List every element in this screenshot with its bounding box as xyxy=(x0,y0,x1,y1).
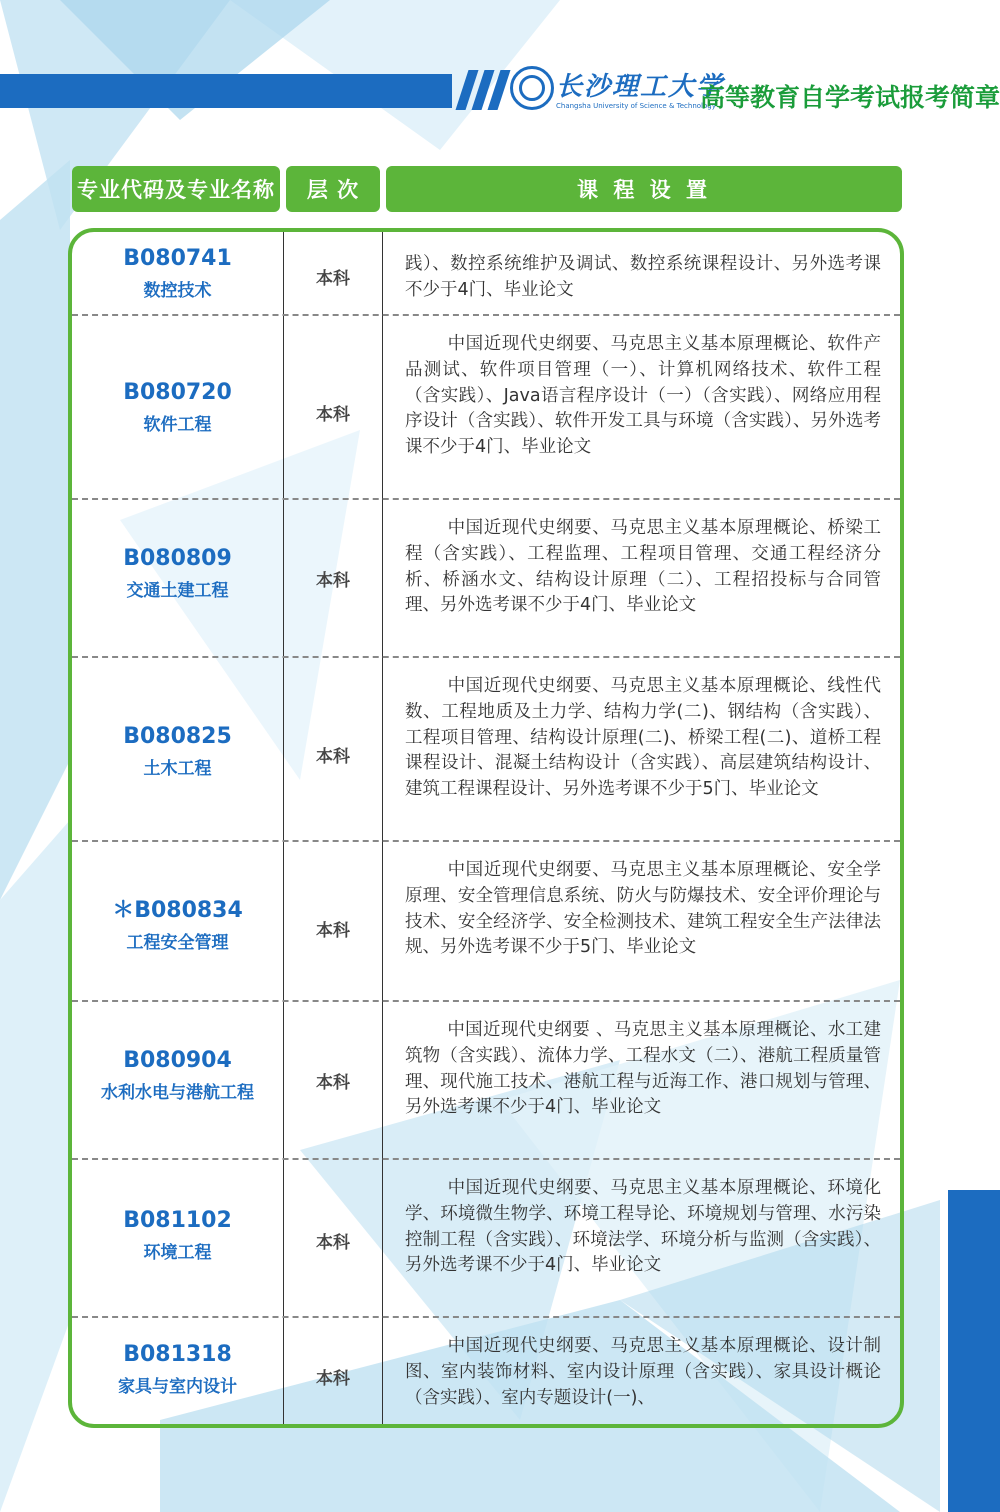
major-code: B080825 xyxy=(123,724,232,749)
courses-text: 中国近现代史纲要、马克思主义基本原理概论、桥梁工程（含实践）、工程监理、工程项目管理、交通工程经济分析、桥涵水文、结构设计原理（二）、工程招投标与合同管理、另外选考课不少于4门、毕业论文 xyxy=(405,518,881,616)
courses-text: 中国近现代史纲要、马克思主义基本原理概论、线性代数、工程地质及土力学、结构力学(二)、钢结构（含实践）、工程项目管理、结构设计原理(二)、桥梁工程(二)、道桥工程课程设计、混凝土结构设计（含实践）、高层建筑结构设计、建筑工程课程设计、另外选考课不少于5门、毕业论文 xyxy=(405,676,881,800)
level: 本科 xyxy=(316,1233,350,1253)
major-name: 环境工程 xyxy=(143,1243,212,1263)
courses-text: 中国近现代史纲要、马克思主义基本原理概论、环境化学、环境微生物学、环境工程导论、环境规划与管理、水污染控制工程（含实践）、环境法学、环境分析与监测（含实践）、另外选考课不少于4门、毕业论文 xyxy=(405,1178,881,1276)
courses xyxy=(405,858,881,961)
major-name: 软件工程 xyxy=(143,415,212,435)
major-code: B080904 xyxy=(123,1048,232,1073)
header-major: 专业代码及专业名称 xyxy=(72,166,280,212)
major-code: B080720 xyxy=(123,380,232,405)
courses xyxy=(405,674,881,803)
level: 本科 xyxy=(316,405,350,425)
courses xyxy=(405,516,881,619)
table-row xyxy=(72,1160,900,1318)
table-row xyxy=(72,842,900,1002)
side-blue-tab xyxy=(948,1190,1000,1512)
header-level: 层 次 xyxy=(286,166,380,212)
table-row xyxy=(72,316,900,500)
courses-text: 中国近现代史纲要 、马克思主义基本原理概论、水工建筑物（含实践）、流体力学、工程水文（二）、港航工程质量管理、现代施工技术、港航工程与近海工作、港口规划与管理、另外选考课不少于4门、毕业论文 xyxy=(405,1020,881,1118)
header-blue-bar xyxy=(0,74,452,108)
level: 本科 xyxy=(316,269,350,289)
table-row xyxy=(72,1002,900,1160)
brochure-title: 高等教育自学考试报考简章 xyxy=(700,83,1000,112)
level: 本科 xyxy=(316,747,350,767)
courses-text: 中国近现代史纲要、马克思主义基本原理概论、软件产品测试、软件项目管理（一）、计算机网络技术、软件工程（含实践）、Java语言程序设计（一）（含实践）、网络应用程序设计（含实践）、软件开发工具与环境（含实践）、另外选考课不少于4门、毕业论文 xyxy=(405,334,881,458)
courses xyxy=(405,252,881,304)
table-row xyxy=(72,500,900,658)
university-logo-icon xyxy=(510,66,554,110)
major-code: B080809 xyxy=(123,546,232,571)
level: 本科 xyxy=(316,571,350,591)
courses-text: 践）、数控系统维护及调试、数控系统课程设计、另外选考课不少于4门、毕业论文 xyxy=(405,254,881,300)
courses-text: 中国近现代史纲要、马克思主义基本原理概论、安全学原理、安全管理信息系统、防火与防爆技术、安全评价理论与技术、安全经济学、安全检测技术、建筑工程安全生产法律法规、另外选考课不少于5门、毕业论文 xyxy=(405,860,881,958)
major-code: B081318 xyxy=(123,1342,232,1367)
header-courses: 课 程 设 置 xyxy=(386,166,902,212)
major-name: 工程安全管理 xyxy=(126,933,229,953)
major-name: 数控技术 xyxy=(143,281,212,301)
table-row xyxy=(72,658,900,842)
courses xyxy=(405,1176,881,1279)
major-code: ＊B080834 xyxy=(112,898,243,923)
university-name-en: Changsha University of Science & Technology xyxy=(556,102,716,110)
courses xyxy=(405,1334,881,1411)
level: 本科 xyxy=(316,921,350,941)
courses xyxy=(405,332,881,461)
courses xyxy=(405,1018,881,1121)
major-name: 土木工程 xyxy=(143,759,212,779)
level: 本科 xyxy=(316,1369,350,1389)
major-code: B080741 xyxy=(123,246,232,271)
major-name: 水利水电与港航工程 xyxy=(101,1083,254,1103)
major-name: 交通土建工程 xyxy=(126,581,229,601)
table-row xyxy=(72,232,900,316)
level: 本科 xyxy=(316,1073,350,1093)
major-code: B081102 xyxy=(123,1208,232,1233)
table-row xyxy=(72,1318,900,1424)
major-name: 家具与室内设计 xyxy=(118,1377,237,1397)
university-name: 长沙理工大学 xyxy=(556,72,725,102)
courses-text: 中国近现代史纲要、马克思主义基本原理概论、设计制图、室内装饰材料、室内设计原理（含实践）、家具设计概论（含实践）、室内专题设计(一)、 xyxy=(405,1336,881,1408)
